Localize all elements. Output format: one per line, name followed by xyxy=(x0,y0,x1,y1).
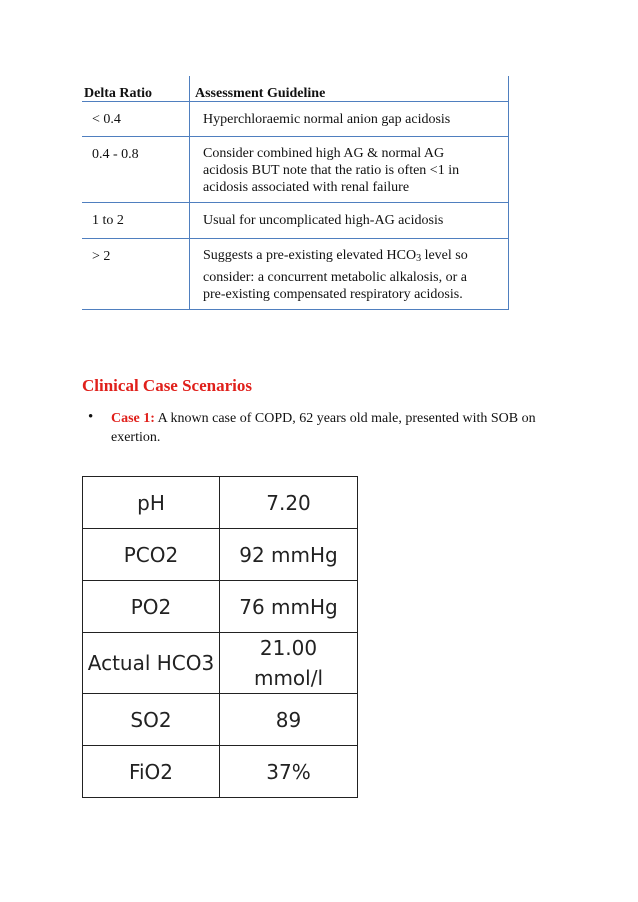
guideline-line: Suggests a pre-existing elevated $HCO_3$ level so xyxy=(203,248,468,264)
param-label: pH xyxy=(83,477,220,528)
case-label: Case 1: xyxy=(111,411,155,426)
param-value: 92 mmHg xyxy=(239,542,338,567)
param-value: 37% xyxy=(266,759,311,784)
guideline-line: Consider combined high AG & normal AG xyxy=(203,146,445,161)
table-row xyxy=(82,102,509,137)
guideline-line: pre-existing compensated respiratory acidosis. xyxy=(203,287,463,302)
case-text: A known case of COPD, 62 years old male, presented with SOB on exertion. xyxy=(111,411,536,445)
ratio-cell: < 0.4 xyxy=(92,112,121,127)
table-row xyxy=(83,529,357,581)
guideline-line: acidosis associated with renal failure xyxy=(203,180,410,195)
delta-ratio-table xyxy=(82,76,509,310)
table-row xyxy=(83,633,357,694)
param-label: PCO2 xyxy=(83,529,220,580)
bullet: • xyxy=(88,409,94,425)
param-label: FiO2 xyxy=(83,746,220,797)
param-label: PO2 xyxy=(83,581,220,632)
param-value: 21.00 mmol/l xyxy=(253,636,324,690)
guideline-cell: Hyperchloraemic normal anion gap acidosis xyxy=(203,112,451,127)
table-row xyxy=(83,746,357,798)
ratio-cell: 1 to 2 xyxy=(92,213,124,228)
table-row xyxy=(83,581,357,633)
header-delta-ratio: Delta Ratio xyxy=(84,86,153,101)
guideline-cell: Usual for uncomplicated high-AG acidosis xyxy=(203,213,444,228)
param-value: 7.20 xyxy=(266,490,311,515)
ratio-cell: > 2 xyxy=(92,249,111,264)
guideline-line: consider: a concurrent metabolic alkalosis, or a xyxy=(203,270,467,285)
table-row xyxy=(82,137,509,203)
param-value: 76 mmHg xyxy=(239,594,338,619)
ratio-cell: 0.4 - 0.8 xyxy=(92,147,139,162)
table-row xyxy=(82,203,509,239)
param-value: 89 xyxy=(275,707,302,732)
case-description xyxy=(111,409,551,447)
case-values-table xyxy=(82,476,358,798)
table-row xyxy=(82,239,509,310)
section-title: Clinical Case Scenarios xyxy=(82,376,252,395)
guideline-line: acidosis BUT note that the ratio is often <1 in xyxy=(203,163,460,178)
param-label: Actual HCO3 xyxy=(83,633,220,693)
table-header-row xyxy=(82,76,509,102)
table-row xyxy=(83,477,357,529)
table-row xyxy=(83,694,357,746)
header-assessment-guideline: Assessment Guideline xyxy=(195,86,326,101)
param-label: SO2 xyxy=(83,694,220,745)
